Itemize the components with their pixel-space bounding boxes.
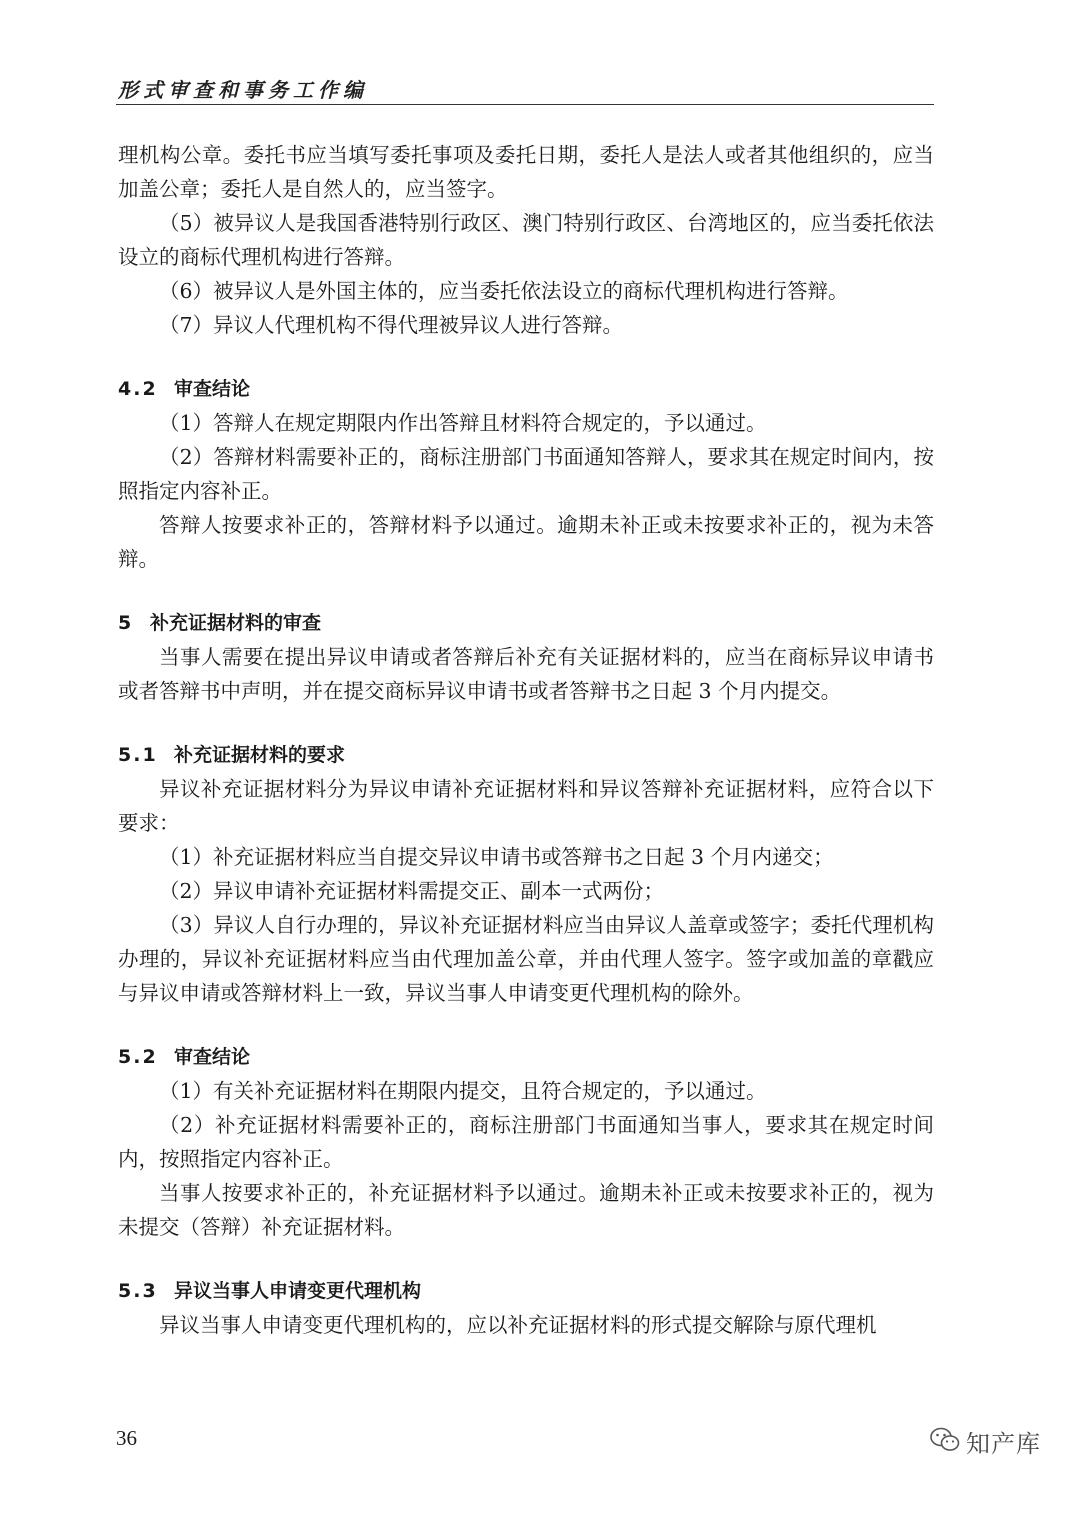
section-number: 5.3: [118, 1280, 158, 1302]
watermark: [930, 1424, 1041, 1459]
list-item: （2）异议申请补充证据材料需提交正、副本一式两份；: [159, 879, 665, 903]
list-item: （7）异议人代理机构不得代理被异议人进行答辩。: [159, 313, 624, 337]
list-item: （3）异议人自行办理的，异议补充证据材料应当由异议人盖章或签字；委托代理机构办理的，异议补充证据材料应当由代理加盖公章，并由代理人签字。签字或加盖的章戳应与异议申请或答辩材料上一致，异议当事人申请变更代理机构的除外。: [118, 913, 934, 1005]
section-number: 5.1: [118, 744, 158, 766]
page-body: [118, 138, 934, 1342]
section-heading-4-2: [118, 372, 934, 406]
list-item: （1）补充证据材料应当自提交异议申请书或答辩书之日起 3 个月内递交；: [159, 845, 834, 869]
paragraph: 异议补充证据材料分为异议申请补充证据材料和异议答辩补充证据材料，应符合以下要求：: [118, 777, 934, 835]
list-item: （2）答辩材料需要补正的，商标注册部门书面通知答辩人，要求其在规定时间内，按照指定内容补正。: [118, 445, 934, 503]
running-head: 形式审查和事务工作编: [118, 78, 368, 102]
page-number: 36: [116, 1426, 137, 1450]
section-heading-5-3: [118, 1274, 934, 1308]
header-divider: [116, 104, 934, 105]
list-item: （2）补充证据材料需要补正的，商标注册部门书面通知当事人，要求其在规定时间内，按照指定内容补正。: [118, 1113, 934, 1171]
section-title: 审查结论: [174, 378, 251, 400]
section-heading-5-2: [118, 1040, 934, 1074]
section-title: 补充证据材料的要求: [174, 744, 346, 766]
paragraph: 当事人按要求补正的，补充证据材料予以通过。逾期未补正或未按要求补正的，视为未提交（答辩）补充证据材料。: [118, 1181, 934, 1239]
wechat-icon: [930, 1427, 960, 1457]
list-item: （1）答辩人在规定期限内作出答辩且材料符合规定的，予以通过。: [159, 411, 767, 435]
paragraph: 当事人需要在提出异议申请或者答辩后补充有关证据材料的，应当在商标异议申请书或者答辩书中声明，并在提交商标异议申请书或者答辩书之日起 3 个月内提交。: [118, 645, 934, 703]
section-number: 5: [118, 612, 134, 634]
section-number: 5.2: [118, 1046, 158, 1068]
section-title: 审查结论: [174, 1046, 251, 1068]
section-heading-5: [118, 606, 934, 640]
list-item: （1）有关补充证据材料在期限内提交，且符合规定的，予以通过。: [159, 1079, 767, 1103]
paragraph: 异议当事人申请变更代理机构的，应以补充证据材料的形式提交解除与原代理机: [159, 1313, 877, 1337]
list-item: （6）被异议人是外国主体的，应当委托依法设立的商标代理机构进行答辩。: [159, 279, 849, 303]
section-heading-5-1: [118, 738, 934, 772]
list-item: （5）被异议人是我国香港特别行政区、澳门特别行政区、台湾地区的，应当委托依法设立的商标代理机构进行答辩。: [118, 211, 934, 269]
watermark-text: 知产库: [966, 1430, 1041, 1458]
section-title: 异议当事人申请变更代理机构: [174, 1280, 422, 1302]
paragraph: 答辩人按要求补正的，答辩材料予以通过。逾期未补正或未按要求补正的，视为未答辩。: [118, 513, 934, 571]
paragraph: 理机构公章。委托书应当填写委托事项及委托日期，委托人是法人或者其他组织的，应当加盖公章；委托人是自然人的，应当签字。: [118, 143, 934, 201]
section-number: 4.2: [118, 378, 158, 400]
section-title: 补充证据材料的审查: [150, 612, 322, 634]
